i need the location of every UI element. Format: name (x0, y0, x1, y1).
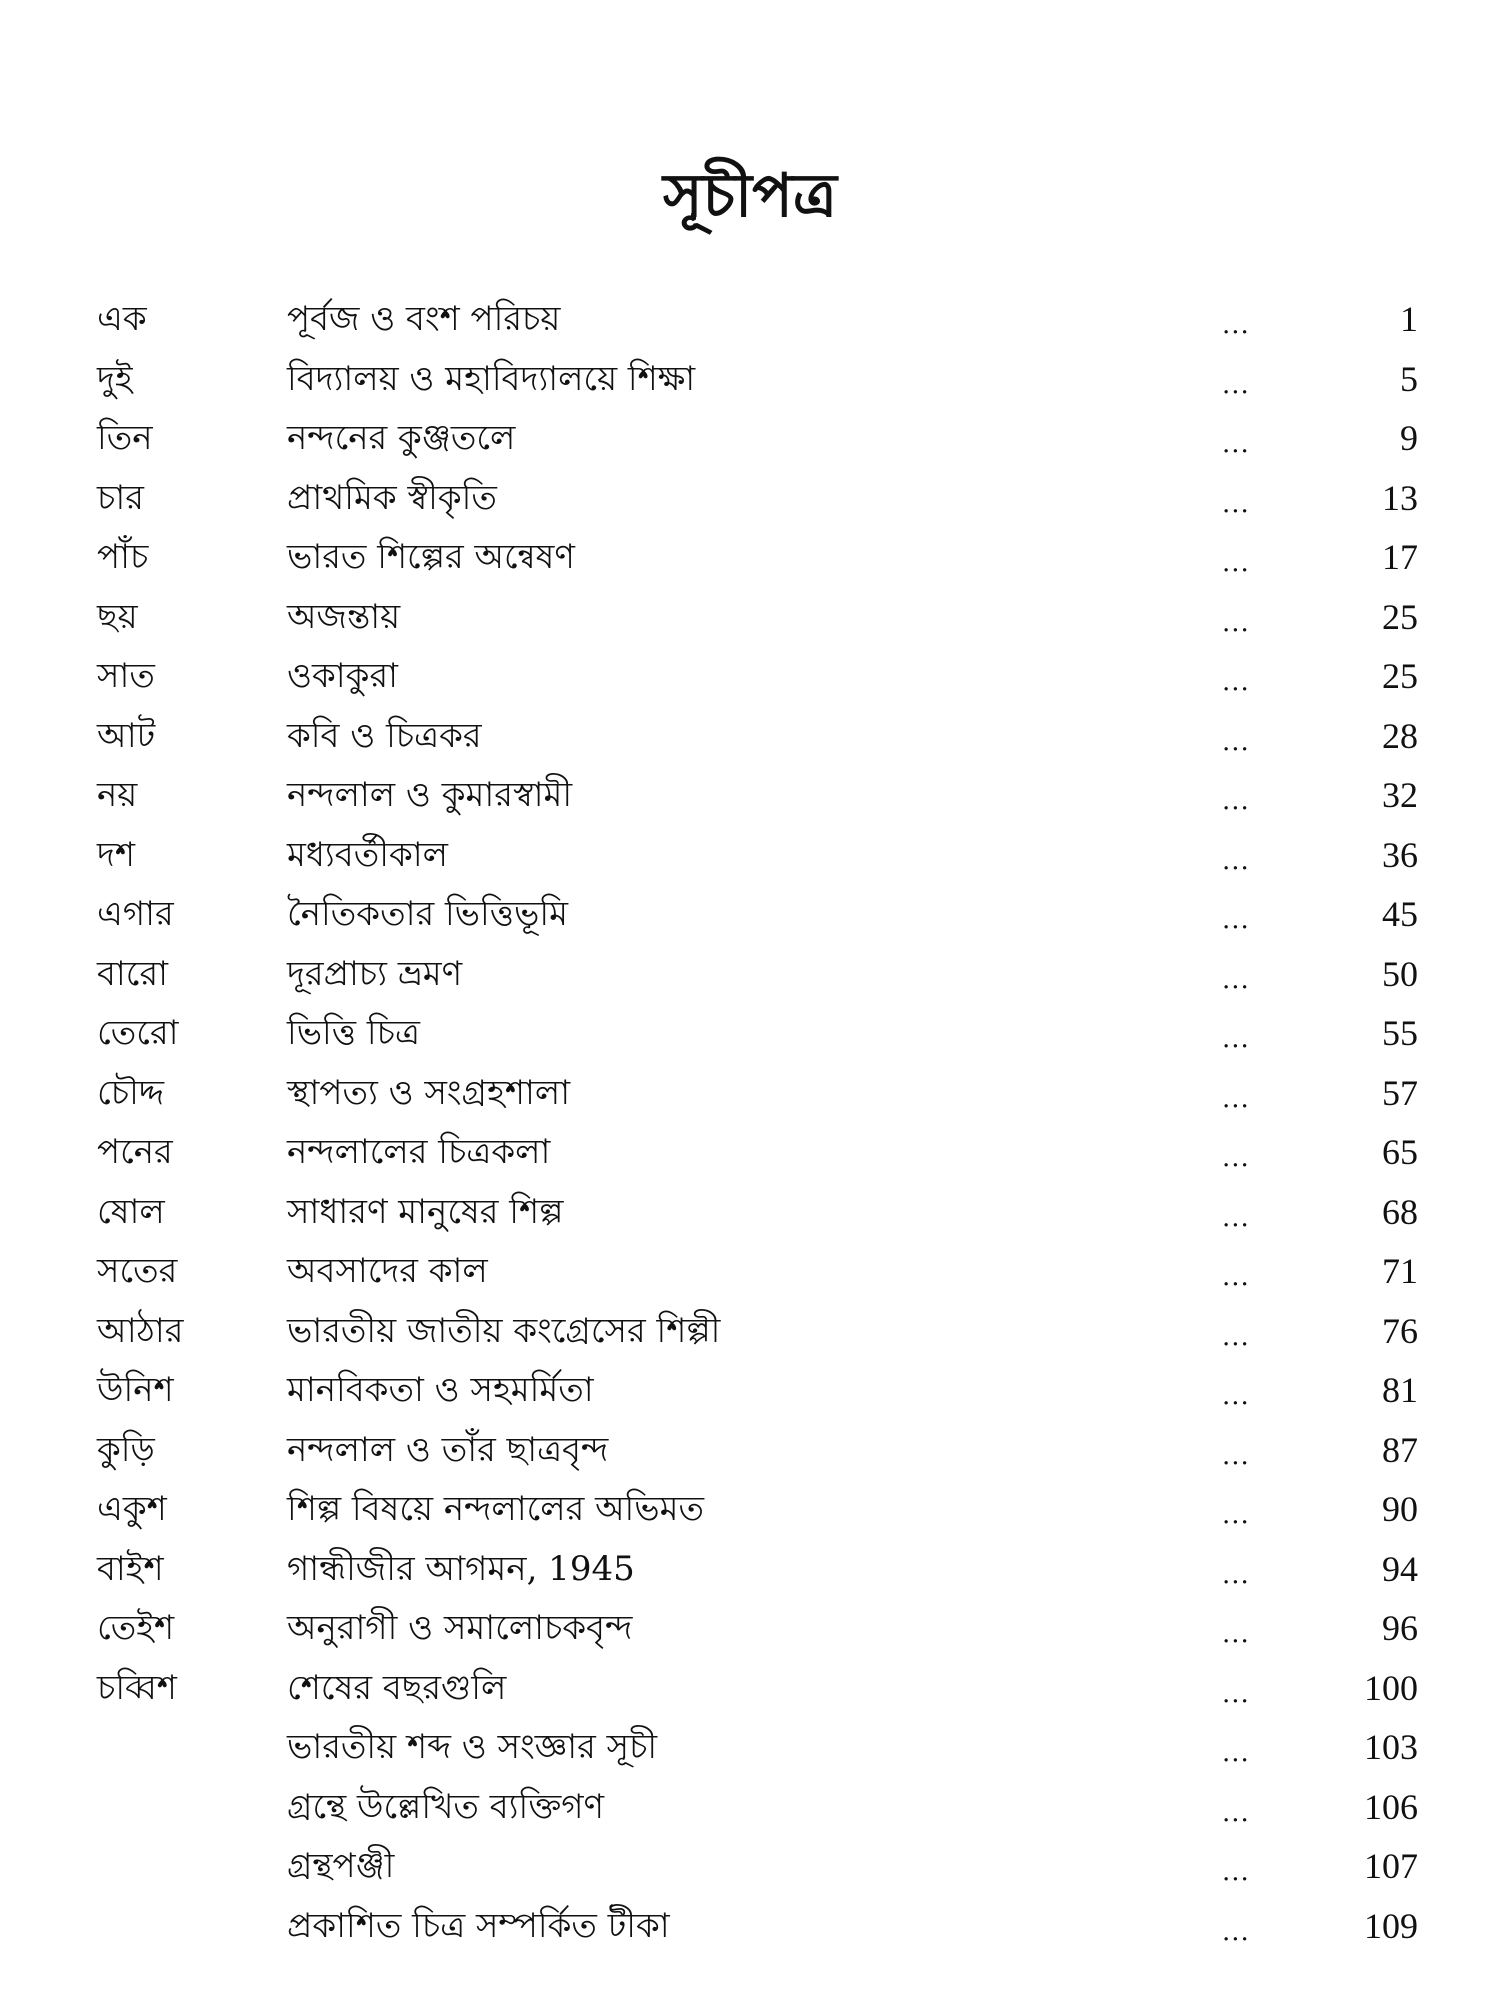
dot-leader: ... (1222, 1738, 1250, 1768)
chapter-number: সতের (97, 1251, 178, 1291)
chapter-title: দূরপ্রাচ্য ভ্রমণ (287, 953, 463, 994)
toc-entry (0, 1064, 1500, 1124)
chapter-title: বিদ্যালয় ও মহাবিদ্যালয়ে শিক্ষা (287, 358, 696, 399)
toc-entry (0, 1242, 1500, 1302)
page-number: 5 (1400, 358, 1418, 399)
toc-entry (0, 647, 1500, 707)
chapter-number: আঠার (97, 1310, 184, 1351)
page-number: 76 (1382, 1310, 1418, 1351)
chapter-number: চার (97, 477, 144, 518)
dot-leader: ... (1222, 1857, 1250, 1887)
dot-leader: ... (1222, 1024, 1250, 1054)
page-number: 57 (1382, 1072, 1418, 1113)
page-number: 81 (1382, 1370, 1418, 1410)
dot-leader: ... (1222, 726, 1250, 757)
dot-leader: ... (1222, 964, 1250, 995)
chapter-number: ষোল (97, 1191, 165, 1232)
dot-leader: ... (1222, 1797, 1250, 1828)
dot-leader: ... (1222, 1262, 1250, 1292)
page-number: 96 (1382, 1608, 1418, 1648)
chapter-title: ভিত্তি চিত্র (287, 1013, 420, 1053)
page-number: 25 (1382, 596, 1418, 637)
chapter-number: পনের (97, 1132, 173, 1172)
chapter-title: অবসাদের কাল (287, 1251, 488, 1291)
toc-entry (0, 1599, 1500, 1659)
dot-leader: ... (1222, 548, 1250, 578)
toc-entry (0, 528, 1500, 588)
dot-leader: ... (1222, 1083, 1250, 1114)
chapter-title: কবি ও চিত্রকর (287, 715, 482, 756)
toc-entry (0, 409, 1500, 469)
dot-leader: ... (1222, 845, 1250, 876)
page-number: 36 (1382, 834, 1418, 875)
chapter-title: নন্দলালের চিত্রকলা (287, 1132, 551, 1172)
toc-entry (0, 707, 1500, 767)
chapter-title: প্রাথমিক স্বীকৃতি (287, 477, 497, 518)
chapter-number: বারো (97, 953, 169, 994)
chapter-number: উনিশ (97, 1370, 174, 1410)
dot-leader: ... (1222, 488, 1250, 519)
toc-entry (0, 1718, 1500, 1778)
chapter-title: মধ্যবর্তীকাল (287, 834, 448, 875)
dot-leader: ... (1222, 429, 1250, 459)
chapter-number: তিন (97, 418, 153, 458)
page-title: সূচীপত্র (663, 161, 837, 231)
page-number: 100 (1364, 1667, 1418, 1708)
page-number: 71 (1382, 1251, 1418, 1291)
chapter-title: প্রকাশিত চিত্র সম্পর্কিত টীকা (287, 1905, 670, 1946)
page-number: 107 (1364, 1846, 1418, 1886)
chapter-title: ভারত শিল্পের অন্বেষণ (287, 537, 575, 577)
chapter-number: দশ (97, 834, 135, 875)
toc-entry (0, 1480, 1500, 1540)
toc-entry (0, 1837, 1500, 1897)
chapter-number: চব্বিশ (97, 1667, 177, 1708)
toc-entry (0, 290, 1500, 350)
toc-entry (0, 1123, 1500, 1183)
page-number: 87 (1382, 1429, 1418, 1470)
dot-leader: ... (1222, 1619, 1250, 1649)
chapter-number: একুশ (97, 1489, 167, 1529)
toc-entry (0, 826, 1500, 886)
toc-entry (0, 1183, 1500, 1243)
dot-leader: ... (1222, 369, 1250, 400)
chapter-number: তেইশ (97, 1608, 175, 1648)
toc-entry (0, 1778, 1500, 1838)
page-number: 65 (1382, 1132, 1418, 1172)
page-number: 68 (1382, 1191, 1418, 1232)
page-number: 94 (1382, 1548, 1418, 1589)
dot-leader: ... (1222, 607, 1250, 638)
chapter-title: মানবিকতা ও সহমর্মিতা (287, 1370, 594, 1410)
dot-leader: ... (1222, 667, 1250, 697)
page-number: 28 (1382, 715, 1418, 756)
toc-entry (0, 588, 1500, 648)
page-number: 109 (1364, 1905, 1418, 1946)
dot-leader: ... (1222, 905, 1250, 935)
chapter-number: বাইশ (97, 1548, 164, 1589)
dot-leader: ... (1222, 310, 1250, 340)
page-number: 106 (1364, 1786, 1418, 1827)
dot-leader: ... (1222, 1500, 1250, 1530)
page-number: 103 (1364, 1727, 1418, 1767)
dot-leader: ... (1222, 1202, 1250, 1233)
chapter-title: গ্রন্থে উল্লেখিত ব্যক্তিগণ (287, 1786, 605, 1827)
dot-leader: ... (1222, 1321, 1250, 1352)
toc-entry (0, 1659, 1500, 1719)
chapter-number: পাঁচ (97, 537, 149, 577)
dot-leader: ... (1222, 786, 1250, 816)
chapter-title: শিল্প বিষয়ে নন্দলালের অভিমত (287, 1489, 704, 1529)
page-number: 45 (1382, 894, 1418, 934)
page-number: 90 (1382, 1489, 1418, 1529)
dot-leader: ... (1222, 1916, 1250, 1947)
chapter-title: ওকাকুরা (287, 656, 399, 696)
toc-entry (0, 885, 1500, 945)
dot-leader: ... (1222, 1440, 1250, 1471)
chapter-title: স্থাপত্য ও সংগ্রহশালা (287, 1072, 571, 1113)
toc-entry (0, 1302, 1500, 1362)
chapter-title: অনুরাগী ও সমালোচকবৃন্দ (287, 1608, 633, 1648)
toc-entry (0, 1421, 1500, 1481)
chapter-number: কুড়ি (97, 1429, 155, 1470)
page-number: 50 (1382, 953, 1418, 994)
chapter-title: গান্ধীজীর আগমন, 1945 (287, 1548, 635, 1589)
page-number: 32 (1382, 775, 1418, 815)
toc-entry (0, 469, 1500, 529)
toc-entry (0, 766, 1500, 826)
page-number: 17 (1382, 537, 1418, 577)
toc-entry (0, 350, 1500, 410)
page-number: 1 (1400, 299, 1418, 339)
dot-leader: ... (1222, 1143, 1250, 1173)
chapter-number: নয় (97, 775, 138, 815)
chapter-title: নৈতিকতার ভিত্তিভূমি (287, 894, 568, 934)
chapter-number: ছয় (97, 596, 138, 637)
chapter-number: এগার (97, 894, 174, 934)
dot-leader: ... (1222, 1381, 1250, 1411)
chapter-number: এক (97, 299, 147, 339)
toc-entry (0, 945, 1500, 1005)
chapter-title: নন্দলাল ও তাঁর ছাত্রবৃন্দ (287, 1429, 609, 1470)
page-number: 55 (1382, 1013, 1418, 1053)
chapter-number: তেরো (97, 1013, 179, 1053)
chapter-title: পূর্বজ ও বংশ পরিচয় (287, 299, 561, 339)
chapter-title: অজন্তায় (287, 596, 401, 637)
toc-entry (0, 1540, 1500, 1600)
page-number: 25 (1382, 656, 1418, 696)
toc-entry (0, 1361, 1500, 1421)
chapter-number: দুই (97, 358, 133, 399)
page-number: 13 (1382, 477, 1418, 518)
chapter-title: ভারতীয় শব্দ ও সংজ্ঞার সূচী (287, 1727, 658, 1767)
chapter-number: আট (97, 715, 156, 756)
chapter-number: সাত (97, 656, 155, 696)
toc-entry (0, 1897, 1500, 1957)
dot-leader: ... (1222, 1559, 1250, 1590)
chapter-title: গ্রন্থপঞ্জী (287, 1846, 395, 1886)
chapter-title: নন্দলাল ও কুমারস্বামী (287, 775, 573, 815)
chapter-title: নন্দনের কুঞ্জতলে (287, 418, 516, 458)
dot-leader: ... (1222, 1678, 1250, 1709)
page-number: 9 (1400, 418, 1418, 458)
chapter-title: সাধারণ মানুষের শিল্প (287, 1191, 564, 1232)
toc-entry (0, 1004, 1500, 1064)
chapter-number: চৌদ্দ (97, 1072, 165, 1113)
chapter-title: শেষের বছরগুলি (287, 1667, 507, 1708)
chapter-title: ভারতীয় জাতীয় কংগ্রেসের শিল্পী (287, 1310, 721, 1351)
